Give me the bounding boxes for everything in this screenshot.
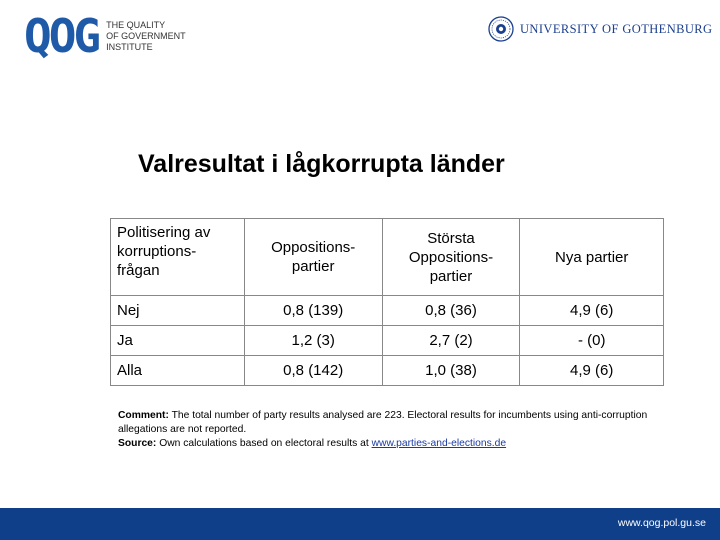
qog-mark: QOG [24,9,99,63]
comment-label: Comment: [118,410,169,421]
comment-text: The total number of party results analysed are 223. Electoral results for incumbents using anti-corruption allegations are not reported. [118,410,648,435]
column-header-nya-partier: Nya partier [520,219,664,296]
university-seal-icon [488,16,514,42]
table-cell: - (0) [520,326,664,356]
table-cell: 4,9 (6) [520,296,664,326]
footer-bar [0,508,720,540]
source-label: Source: [118,438,157,449]
qog-line-3: INSTITUTE [106,41,153,52]
qog-logo [24,9,186,63]
results-table [110,218,664,386]
column-header-oppositionspartier: Oppositions-partier [244,219,382,296]
table-cell: 4,9 (6) [520,356,664,386]
table-cell: 1,0 (38) [382,356,520,386]
table-cell: 0,8 (142) [244,356,382,386]
table-row [111,296,664,326]
column-header-storsta-oppositionspartier: Största Oppositions-partier [382,219,520,296]
page-title: Valresultat i lågkorrupta länder [138,150,505,178]
table-footnote [118,409,698,451]
footer-url[interactable]: www.qog.pol.gu.se [617,517,706,529]
row-label: Alla [111,356,245,386]
comment-note [118,409,698,437]
university-logo [488,14,712,44]
source-link[interactable]: www.parties-and-elections.de [371,438,507,449]
source-note [118,437,698,451]
table-cell: 0,8 (139) [244,296,382,326]
qog-line-1: THE QUALITY [106,19,166,30]
table-cell: 2,7 (2) [382,326,520,356]
qog-line-2: OF GOVERNMENT [106,30,186,41]
table-row [111,326,664,356]
results-table-container [110,218,664,386]
qog-institute-name [106,20,186,53]
table-header-row [111,219,664,296]
university-name: UNIVERSITY OF GOTHENBURG [520,21,713,36]
row-label: Nej [111,296,245,326]
source-text: Own calculations based on electoral results at [159,438,369,449]
table-row [111,356,664,386]
column-header-politisering: Politisering av korruptions-frågan [111,219,245,296]
row-label: Ja [111,326,245,356]
table-cell: 1,2 (3) [244,326,382,356]
table-cell: 0,8 (36) [382,296,520,326]
